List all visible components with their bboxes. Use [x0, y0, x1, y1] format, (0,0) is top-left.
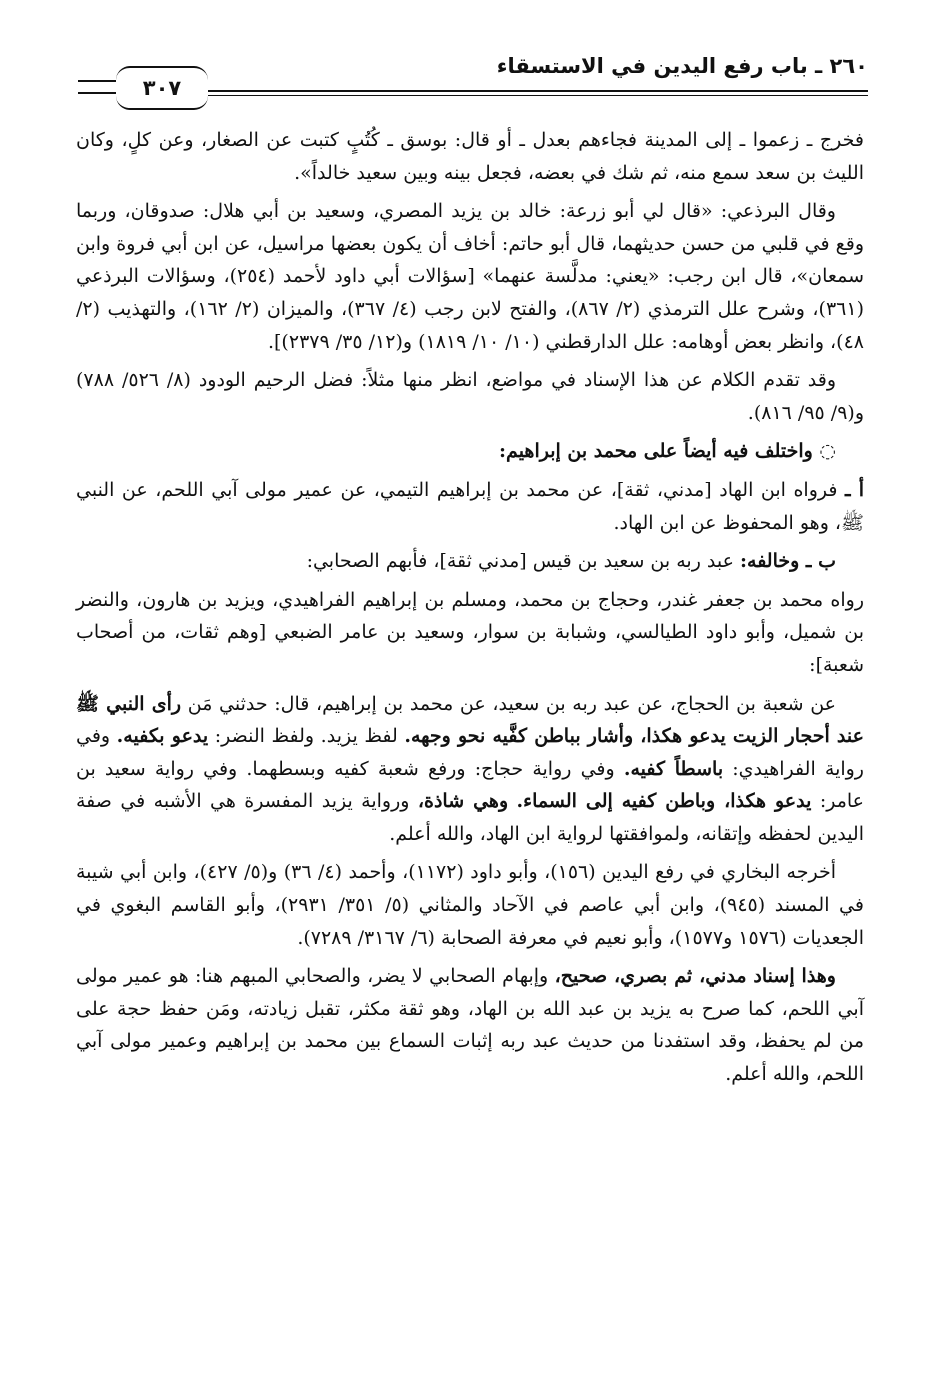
item-a-text: فرواه ابن الهاد [مدني، ثقة]، عن محمد بن إبراهيم التيمي، عن عمير مولى آبي اللحم، عن النبي ﷺ، وهو المحفوظ عن ابن الهاد.: [76, 478, 864, 534]
p5-part-i: [508, 790, 516, 812]
p5-shadh-note: وهي شاذة،: [417, 790, 509, 813]
p5-part-e: وفي رواية الفراهيدي:: [76, 725, 864, 780]
p5-part-c: لفظ يزيد. ولفظ النضر:: [208, 725, 405, 748]
paragraph-1: فخرج ـ زعموا ـ إلى المدينة فجاءهم بعدل ـ أو قال: بوسق ـ كُتُبٍ كتبت عن الصغار، وعن كلٍ، وكان الليث بن سعد سمع منه، ثم شك في بعضه، فجعل بينه وبين سعيد خالداً».: [76, 129, 864, 184]
p5-part-k: ورواية يزيد المفسرة هي الأشبه في صفة اليدين لحفظه وإتقانه، ولموافقتها لرواية ابن الهاد، والله أعلم.: [76, 790, 864, 845]
paragraph-5: [76, 688, 864, 851]
item-b-head: ب ـ وخالفه:: [740, 550, 836, 573]
p5-nadr-wording: يدعو بكفيه.: [116, 725, 209, 748]
page-number: ٣٠٧: [116, 66, 208, 110]
p7-isnad-grade: وهذا إسناد مدني، ثم بصري، صحيح،: [554, 965, 836, 988]
item-b: [76, 545, 864, 578]
p5-part-a: عن شعبة بن الحجاج، عن عبد ربه بن سعيد، عن محمد بن إبراهيم، قال: حدثني مَن: [181, 692, 836, 715]
header-rule-thin: [208, 95, 868, 96]
paragraph-6: أخرجه البخاري في رفع اليدين (١٥٦)، وأبو داود (١١٧٢)، وأحمد (٤/ ٣٦) و(٥/ ٤٢٧)، وابن أبي شيبة في المسند (٩٤٥)، وابن أبي عاصم في الآحاد والمثاني (٥/ ٣٥١/ ٢٩٣١)، وأبو القاسم البغوي في الجعديات (١٥٧٦ و١٥٧٧)، وأبو نعيم في معرفة الصحابة (٦/ ٣١٦٧/ ٧٢٨٩).: [76, 861, 864, 949]
item-a: [76, 474, 864, 539]
p5-saeed-wording: يدعو هكذا، وباطن كفيه إلى السماء.: [516, 790, 812, 813]
paragraph-2: وقال البرذعي: «قال لي أبو زرعة: خالد بن يزيد المصري، وسعيد بن أبي هلال: صدوقان، وربما وقع في قلبي من حسن حديثهما، قال أبو حاتم: أخاف أن يكون بعضها مراسيل، عن ابن أبي فروة وابن سمعان»، قال ابن رجب: «يعني: مدلَّسة عنهما» [سؤالات أبي داود لأحمد (٢٥٤)، وسؤالات البرذعي (٣٦١)، وشرح علل الترمذي (٢/ ٨٦٧)، والفتح لابن رجب (٤/ ٣٦٧)، والميزان (٢/ ١٦٢)، والتهذيب (٢/ ٤٨)، وانظر بعض أوهامه: علل الدارقطني (١٠/ ١٠/ ١٨١٩) و(١٢/ ٣٥/ ٢٣٧٩)].: [76, 200, 864, 353]
running-title: ٢٦٠ ـ باب رفع اليدين في الاستسقاء: [496, 54, 868, 78]
main-text: [76, 124, 864, 1097]
header-rule: [208, 90, 868, 92]
paragraph-7: [76, 960, 864, 1090]
item-b-text: عبد ربه بن سعيد بن قيس [مدني ثقة]، فأبهم الصحابي:: [306, 550, 734, 573]
p5-farahidi-wording: باسطاً كفيه.: [623, 757, 724, 780]
running-header: [78, 44, 868, 104]
section-heading: ◌ واختلف فيه أيضاً على محمد بن إبراهيم:: [499, 440, 836, 463]
p5-hadith-text: رأى النبي ﷺ عند أحجار الزيت يدعو هكذا، وأشار بباطن كفَّيه نحو وجهه.: [76, 692, 864, 748]
item-a-head: أ ـ: [845, 478, 865, 501]
p7-text: وإبهام الصحابي لا يضر، والصحابي المبهم هنا: هو عمير مولى آبي اللحم، كما صرح به يزيد بن عبد الله بن الهاد، وهو ثقة مكثر، تقبل زيادته، ومَن حفظ حجة على من لم يحفظ، وقد استفدنا من حديث عبد ربه إثبات السماع بين محمد بن إبراهيم وعمير مولى آبي اللحم، والله أعلم.: [76, 965, 864, 1086]
header-left-rules: [78, 80, 116, 94]
paragraph-4: رواه محمد بن جعفر غندر، وحجاج بن محمد، ومسلم بن إبراهيم الفراهيدي، ويزيد بن هارون، والنضر بن شميل، وأبو داود الطيالسي، وشبابة بن سوار، وسعيد بن عامر الضبعي [وهم ثقات، من أصحاب شعبة]:: [76, 588, 864, 676]
paragraph-3: وقد تقدم الكلام عن هذا الإسناد في مواضع، انظر منها مثلاً: فضل الرحيم الودود (٨/ ٥٢٦/ ٧٨٨) و(٩/ ٩٥/ ٨١٦).: [76, 369, 864, 424]
p5-part-g: وفي رواية حجاج: ورفع شعبة كفيه وبسطهما. وفي رواية سعيد بن عامر:: [76, 757, 865, 813]
